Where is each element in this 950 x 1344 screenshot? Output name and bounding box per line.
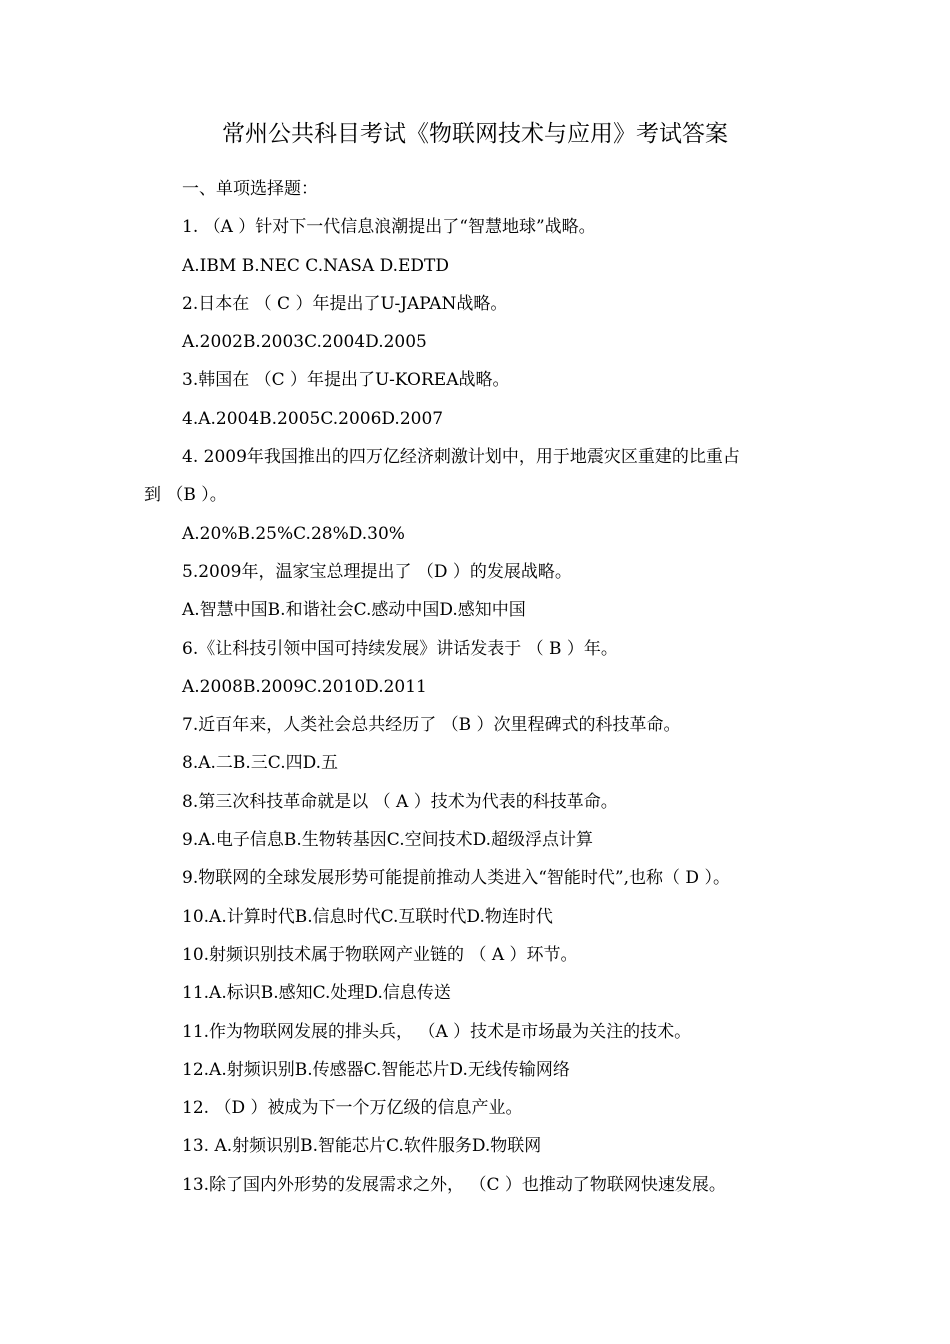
options-line: A.智慧中国B.和谐社会C.感动中国D.感知中国 — [182, 600, 526, 621]
question-line: 2.日本在 （ C ）年提出了U-JAPAN战略。 — [182, 293, 508, 314]
options-line: A.2008B.2009C.2010D.2011 — [182, 676, 427, 697]
question-line: 7.近百年来，人类社会总共经历了 （B ）次里程碑式的科技革命。 — [182, 715, 681, 736]
options-line: 4.A.2004B.2005C.2006D.2007 — [182, 408, 444, 429]
question-line: 12. （D ）被成为下一个万亿级的信息产业。 — [182, 1098, 523, 1119]
question-line: 5.2009年，温家宝总理提出了 （D ）的发展战略。 — [182, 561, 572, 582]
question-line: 1. （A ）针对下一代信息浪潮提出了“智慧地球”战略。 — [182, 217, 596, 238]
section-heading: 一、单项选择题： — [182, 179, 318, 199]
options-line: 13. A.射频识别B.智能芯片C.软件服务D.物联网 — [182, 1136, 542, 1157]
question-line: 6.《让科技引领中国可持续发展》讲话发表于 （ B ）年。 — [182, 638, 618, 659]
options-line: A.20%B.25%C.28%D.30% — [182, 523, 405, 544]
question-line: 10.射频识别技术属于物联网产业链的 （ A ）环节。 — [182, 944, 578, 965]
options-line: 9.A.电子信息B.生物转基因C.空间技术D.超级浮点计算 — [182, 830, 594, 851]
question-line: 13.除了国内外形势的发展需求之外， （C ）也推动了物联网快速发展。 — [182, 1174, 726, 1195]
question-line-continuation: 到 （B ）。 — [144, 485, 227, 506]
question-line: 3.韩国在 （C ）年提出了U-KOREA战略。 — [182, 370, 510, 391]
question-line: 4. 2009年我国推出的四万亿经济刺激计划中，用于地震灾区重建的比重占 — [182, 447, 740, 468]
document-title: 常州公共科目考试《物联网技术与应用》考试答案 — [222, 121, 728, 147]
question-list — [0, 170, 950, 1204]
options-line: A.2002B.2003C.2004D.2005 — [182, 332, 427, 353]
question-line: 9.物联网的全球发展形势可能提前推动人类进入“智能时代”,也称（ D ）。 — [182, 868, 730, 889]
question-line: 8.第三次科技革命就是以 （ A ）技术为代表的科技革命。 — [182, 791, 618, 812]
options-line: 10.A.计算时代B.信息时代C.互联时代D.物连时代 — [182, 906, 553, 927]
options-line: 11.A.标识B.感知C.处理D.信息传送 — [182, 983, 451, 1004]
options-line: 12.A.射频识别B.传感器C.智能芯片D.无线传输网络 — [182, 1059, 570, 1080]
question-line: 11.作为物联网发展的排头兵， （A ）技术是市场最为关注的技术。 — [182, 1021, 692, 1042]
options-line: A.IBM B.NEC C.NASA D.EDTD — [182, 255, 450, 276]
options-line: 8.A.二B.三C.四D.五 — [182, 753, 339, 774]
